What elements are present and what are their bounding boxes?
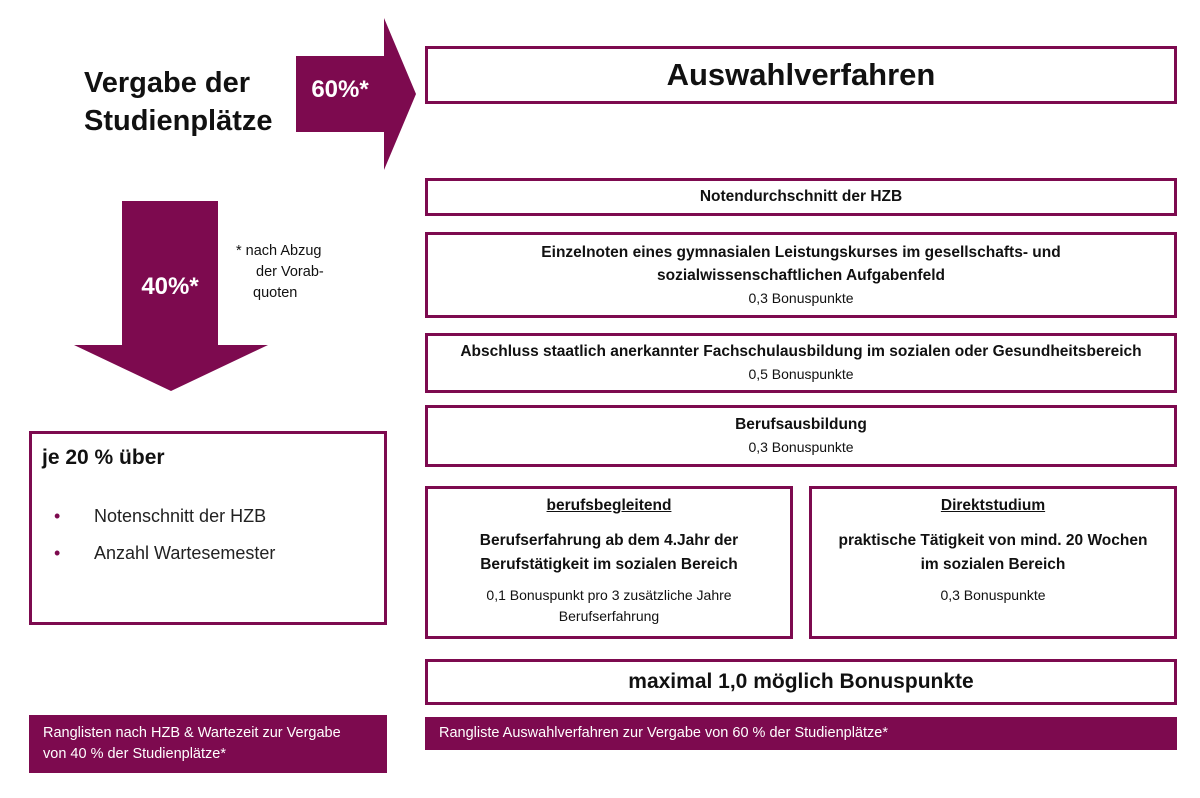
part-time-heading: berufsbegleitend	[546, 497, 672, 514]
bullet-icon: •	[54, 506, 61, 526]
diagram-heading	[84, 64, 284, 140]
left-panel-title: je 20 % über	[42, 446, 165, 469]
footnote-line-3: quoten	[253, 285, 298, 301]
heading-line-1: Vergabe der	[84, 67, 251, 99]
criterion-part-time-box	[425, 486, 793, 639]
part-time-line-1: Berufserfahrung ab dem 4.Jahr der	[479, 532, 739, 549]
left-panel	[29, 431, 387, 625]
criterion-individual-grades-line-2: sozialwissenschaftlichen Aufgabenfeld	[657, 266, 945, 284]
footnote	[236, 241, 366, 304]
arrow-60-label: 60%*	[311, 76, 369, 103]
criterion-individual-grades-line-1: Einzelnoten eines gymnasialen Leistungskurses im gesellschafts- und	[541, 243, 1061, 261]
criterion-individual-grades-points: 0,3 Bonuspunkte	[748, 289, 854, 306]
criterion-vocational-training-points: 0,3 Bonuspunkte	[748, 439, 854, 455]
direct-study-heading: Direktstudium	[940, 497, 1046, 514]
part-time-note-2: Berufserfahrung	[558, 608, 660, 624]
selection-title-box	[425, 46, 1177, 104]
direct-study-line-2: im sozialen Bereich	[920, 556, 1066, 573]
left-footer-band	[29, 715, 387, 773]
criterion-vocational-training-title: Berufsausbildung	[735, 416, 867, 433]
left-footer-line-2: von 40 % der Studienplätze*	[43, 746, 226, 762]
list-item-label: Notenschnitt der HZB	[94, 506, 267, 526]
criterion-technical-school	[425, 333, 1177, 393]
criterion-grade-average	[425, 178, 1177, 216]
maximum-points-box	[425, 659, 1177, 705]
part-time-line-2: Berufstätigkeit im sozialen Bereich	[480, 556, 738, 573]
direct-study-line-1: praktische Tätigkeit von mind. 20 Wochen	[838, 532, 1148, 549]
criterion-direct-study-box	[809, 486, 1177, 639]
list-item	[42, 543, 374, 564]
heading-line-2: Studienplätze	[84, 105, 273, 137]
criterion-technical-school-title: Abschluss staatlich anerkannter Fachschulausbildung im sozialen oder Gesundheitsbereich	[460, 343, 1142, 360]
part-time-note-1: 0,1 Bonuspunkt pro 3 zusätzliche Jahre	[486, 587, 732, 603]
selection-title: Auswahlverfahren	[666, 57, 936, 92]
right-footer-text: Rangliste Auswahlverfahren zur Vergabe von 60 % der Studienplätze*	[439, 725, 888, 741]
arrow-40-label: 40%*	[141, 273, 199, 300]
left-footer-line-1: Ranglisten nach HZB & Wartezeit zur Vergabe	[43, 725, 341, 741]
footnote-line-2: der Vorab-	[256, 264, 324, 280]
criterion-grade-average-title: Notendurchschnitt der HZB	[699, 188, 903, 205]
footnote-line-1: * nach Abzug	[236, 243, 322, 259]
list-item	[42, 506, 374, 527]
maximum-points-text: maximal 1,0 möglich Bonuspunkte	[628, 670, 974, 693]
criterion-vocational-training	[425, 405, 1177, 467]
list-item-label: Anzahl Wartesemester	[94, 543, 276, 563]
criterion-individual-grades	[425, 232, 1177, 318]
direct-study-points: 0,3 Bonuspunkte	[940, 587, 1046, 603]
left-panel-list	[42, 506, 374, 564]
criterion-technical-school-points: 0,5 Bonuspunkte	[748, 366, 854, 382]
bullet-icon: •	[54, 543, 61, 563]
right-footer-band	[425, 717, 1177, 750]
